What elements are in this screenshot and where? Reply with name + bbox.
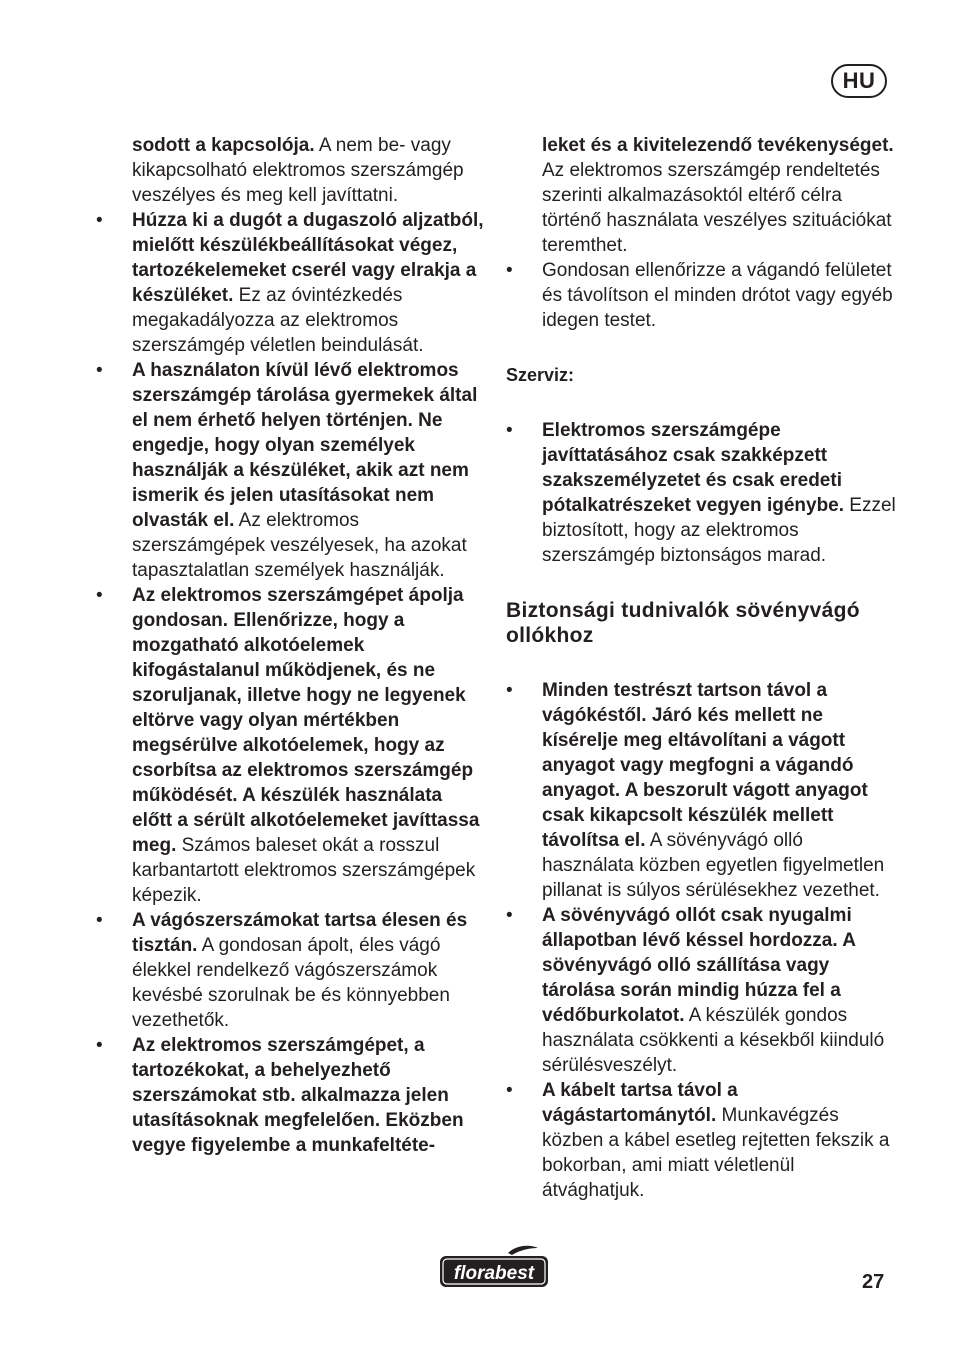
item-bold-text: Az elektromos szerszámgépet, a tartozékokat, a behelyezhető szerszámokat stb. alkalmazza jelen utasításoknak megfelelően. Eközben vegye figyelembe a munkafeltéte- [132,1035,464,1156]
bullet: • [96,910,103,931]
left-column [96,133,486,1158]
item-bold-text: Húzza ki a dugót a dugaszoló aljzatból, mielőtt készülékbeállításokat végez, tartozékelemeket cserél vagy elrakja a készüléket. [132,210,484,306]
list-item [96,133,486,208]
item-text: Gondosan ellenőrizze a vágandó felületet és távolítson el minden drótot vagy egyéb idegen testet. [542,260,893,331]
bullet: • [506,1080,513,1101]
right-column [506,133,896,1203]
language-badge: HU [831,64,887,98]
section-heading: Biztonsági tudnivalók sövényvágó ollókhoz [506,599,860,647]
item-text: Ez az óvintézkedés megakadályozza az elektromos szerszámgép véletlen beindulását. [132,285,424,356]
list-item [506,258,896,333]
bullet: • [506,905,513,926]
list-item [96,358,486,583]
service-heading: Szerviz: [506,365,575,385]
bullet: • [506,420,513,441]
bullet: • [96,585,103,606]
item-text: A készülék gondos használata csökkenti a késekből kiinduló sérülésveszélyt. [542,1005,885,1076]
list-item [506,903,896,1078]
list-item [506,678,896,903]
item-bold-text: Elektromos szerszámgépe javíttatásához csak szakképzett szakszemélyzetet és csak eredeti pótalkatrészeket vegyen igénybe. [542,420,845,516]
item-bold-text: Minden testrészt tartson távol a vágókéstől. Járó kés mellett ne kísérelje meg eltávolítani a vágott anyagot vagy megfogni a vágandó anyagot. A beszorult vágott anyagot csak kikapcsolt készülék mellett távolítsa el. [542,680,868,851]
item-text: A nem be- vagy kikapcsolható elektromos szerszámgép veszélyes és meg kell javíttatni. [132,135,464,206]
item-bold-text: Az elektromos szerszámgépet ápolja gondosan. Ellenőrizze, hogy a mozgatható alkotóelemek kifogástalanul működjenek, és ne szoruljanak, illetve hogy ne legyenek eltörve vagy olyan mértékben megsérülve alkotóelemek, hogy az csorbítsa az elektromos szerszámgép működését. A készülék használata előtt a sérült alkotóelemeket javíttassa meg. [132,585,480,856]
item-text: Ezzel biztosított, hogy az elektromos szerszámgép biztonságos marad. [542,495,896,566]
item-text: A sövényvágó olló használata közben egyetlen figyelmetlen pillanat is súlyos sérülésekhez vezethet. [542,830,885,901]
item-text: Számos baleset okát a rosszul karbantartott elektromos szerszámgépek képezik. [132,835,476,906]
brand-logo-text: florabest [453,1263,535,1284]
bullet: • [506,260,513,281]
item-text: Munkavégzés közben a kábel esetleg rejtetten fekszik a bokorban, ami miatt véletlenül átvághatjuk. [542,1105,890,1201]
list-item [506,133,896,258]
item-bold-text: leket és a kivitelezendő tevékenységet. [542,135,894,156]
list-item [506,1078,896,1203]
list-item [96,208,486,358]
bullet: • [96,360,103,381]
item-text: Az elektromos szerszámgép rendeltetés szerinti alkalmazásoktól eltérő célra történő használata veszélyes szituációkat teremthet. [542,160,892,256]
list-item [96,908,486,1033]
item-bold-text: A sövényvágó ollót csak nyugalmi állapotban lévő késsel hordozza. A sövényvágó olló szállítása vagy tárolása során mindig húzza fel a védőburkolatot. [542,905,856,1026]
item-bold-text: sodott a kapcsolója. [132,135,315,156]
bullet: • [96,1035,103,1056]
list-item [506,418,896,568]
item-bold-text: A használaton kívül lévő elektromos szerszámgép tárolása gyermekek által el nem érhető helyen történjen. Ne engedje, hogy olyan személyek használják a készüléket, akik azt nem ismerik és jelen utasításokat nem olvasták el. [132,360,478,531]
bullet: • [506,680,513,701]
item-text: A gondosan ápolt, éles vágó élekkel rendelkező vágószerszámok kevésbé szorulnak be és könnyebben vezethetők. [132,935,450,1031]
item-text: Az elektromos szerszámgépek veszélyesek, ha azokat tapasztalatlan személyek használják. [132,510,467,581]
florabest-logo-icon [438,1244,550,1290]
list-item [96,583,486,908]
page-number: 27 [862,1271,885,1293]
bullet: • [96,210,103,231]
item-bold-text: A kábelt tartsa távol a vágástartománytól. [542,1080,738,1126]
item-bold-text: A vágószerszámokat tartsa élesen és tisztán. [132,910,468,956]
list-item [96,1033,486,1158]
